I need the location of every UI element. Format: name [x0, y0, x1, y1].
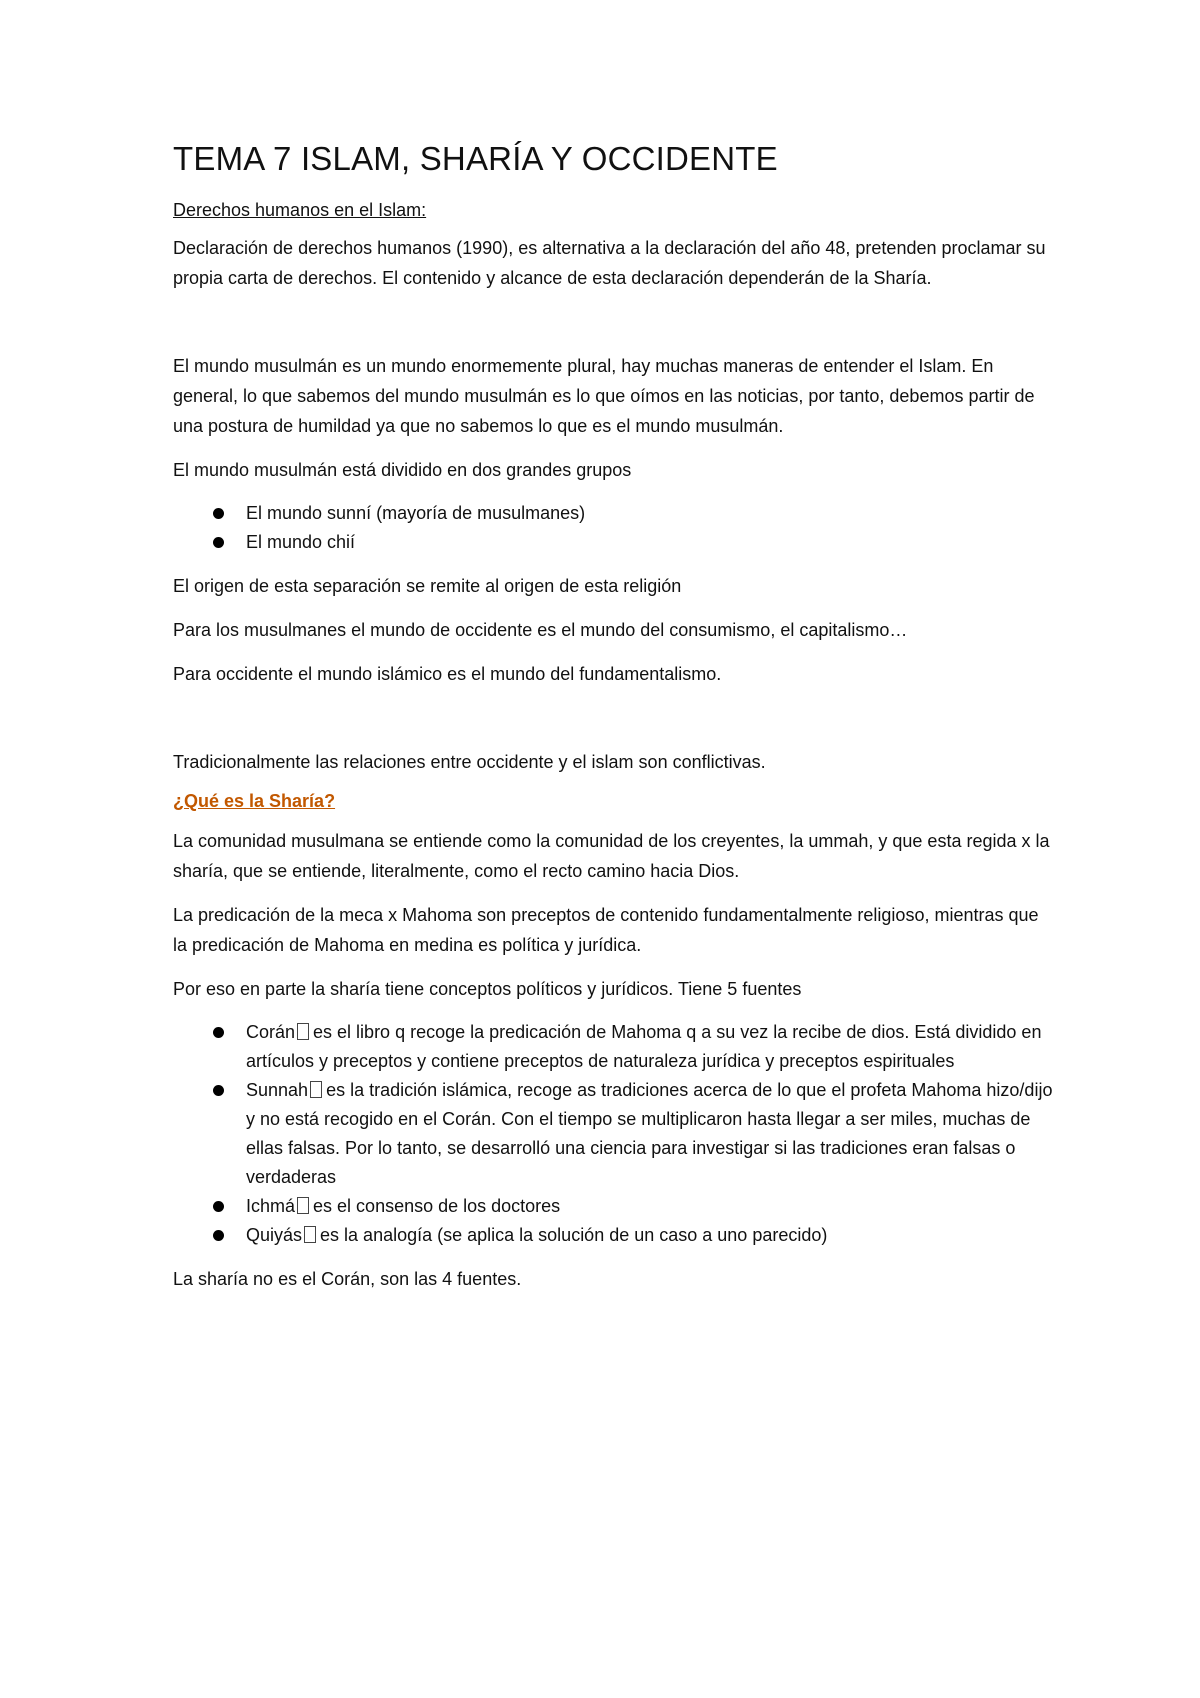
source-name: Corán: [246, 1022, 296, 1042]
list-item-sunni: [173, 499, 1053, 528]
bullet-icon: [213, 1201, 224, 1212]
blank-line: [173, 307, 1053, 351]
groups-list: [173, 499, 1053, 557]
source-name: Quiyás: [246, 1225, 303, 1245]
paragraph-origen: El origen de esta separación se remite al origen de esta religión: [173, 576, 682, 596]
list-item-text: El mundo sunní (mayoría de musulmanes): [246, 503, 586, 523]
list-item-coran: [173, 1018, 1053, 1076]
section-heading-sharia: ¿Qué es la Sharía?: [173, 791, 336, 811]
list-item-quiyas: [173, 1221, 1053, 1250]
bullet-icon: [213, 1085, 224, 1096]
arrow-icon: [310, 1081, 322, 1098]
arrow-icon: [297, 1023, 309, 1040]
paragraph-musulmanes-occidente: Para los musulmanes el mundo de occidente es el mundo del consumismo, el capitalismo…: [173, 620, 908, 640]
source-name: Ichmá: [246, 1196, 296, 1216]
bullet-icon: [213, 508, 224, 519]
source-text: es el libro q recoge la predicación de Mahoma q a su vez la recibe de dios. Está dividido en artículos y preceptos y contiene preceptos de naturaleza jurídica y preceptos espirituales: [246, 1022, 1042, 1071]
paragraph-occidente-islam: Para occidente el mundo islámico es el mundo del fundamentalismo.: [173, 664, 722, 684]
blank-line: [173, 703, 1053, 747]
list-item-text: El mundo chií: [246, 532, 356, 552]
paragraph-comunidad: La comunidad musulmana se entiende como la comunidad de los creyentes, la ummah, y que esta regida x la sharía, que se entiende, literalmente, como el recto camino hacia Dios.: [173, 831, 1050, 881]
bullet-icon: [213, 1027, 224, 1038]
source-name: Sunnah: [246, 1080, 309, 1100]
source-text: es la analogía (se aplica la solución de un caso a uno parecido): [320, 1225, 828, 1245]
bullet-icon: [213, 537, 224, 548]
paragraph-closing: La sharía no es el Corán, son las 4 fuentes.: [173, 1269, 522, 1289]
source-text: es el consenso de los doctores: [313, 1196, 561, 1216]
paragraph-mundo-plural: El mundo musulmán es un mundo enormemente plural, hay muchas maneras de entender el Islam. En general, lo que sabemos del mundo musulmán es lo que oímos en las noticias, por tanto, debemos partir de una postura de humildad ya que no sabemos lo que es el mundo musulmán.: [173, 356, 1035, 436]
section-heading-derechos: Derechos humanos en el Islam:: [173, 200, 427, 220]
sources-list: [173, 1018, 1053, 1250]
arrow-icon: [297, 1197, 309, 1214]
paragraph-relaciones: Tradicionalmente las relaciones entre occidente y el islam son conflictivas.: [173, 752, 766, 772]
document-page: [173, 140, 1053, 1308]
source-text: es la tradición islámica, recoge as tradiciones acerca de lo que el profeta Mahoma hizo/dijo y no está recogido en el Corán. Con el tiempo se multiplicaron hasta llegar a ser miles, muchas de ellas falsas. Por lo tanto, se desarrolló una ciencia para investigar si las tradiciones eran falsas o verdaderas: [246, 1080, 1053, 1187]
bullet-icon: [213, 1230, 224, 1241]
list-item-sunnah: [173, 1076, 1053, 1192]
list-item-ichma: [173, 1192, 1053, 1221]
paragraph-predicacion: La predicación de la meca x Mahoma son preceptos de contenido fundamentalmente religioso, mientras que la predicación de Mahoma en medina es política y jurídica.: [173, 905, 1039, 955]
paragraph-declaracion: Declaración de derechos humanos (1990), es alternativa a la declaración del año 48, pretenden proclamar su propia carta de derechos. El contenido y alcance de esta declaración dependerán de la Sharía.: [173, 238, 1046, 288]
list-item-chii: [173, 528, 1053, 557]
paragraph-grupos: El mundo musulmán está dividido en dos grandes grupos: [173, 460, 632, 480]
arrow-icon: [304, 1226, 316, 1243]
paragraph-fuentes: Por eso en parte la sharía tiene conceptos políticos y jurídicos. Tiene 5 fuentes: [173, 979, 802, 999]
document-title: TEMA 7 ISLAM, SHARÍA Y OCCIDENTE: [173, 140, 778, 177]
